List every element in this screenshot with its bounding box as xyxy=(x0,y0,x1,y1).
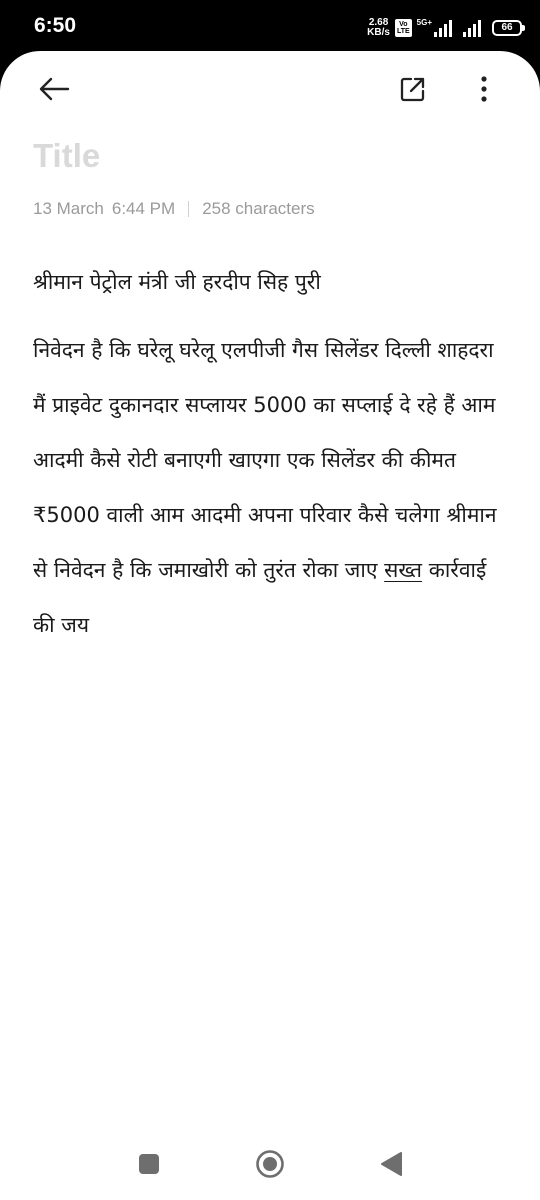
network-speed: 2.68 KB/s xyxy=(367,17,390,38)
triangle-back-icon xyxy=(379,1151,403,1177)
system-back-button[interactable] xyxy=(369,1142,413,1186)
status-bar xyxy=(0,0,540,56)
character-count: 258 characters xyxy=(202,199,315,218)
more-options-button[interactable] xyxy=(460,65,508,113)
note-paragraph: निवेदन है कि घरेलू घरेलू एलपीजी गैस सिलेंडर दिल्ली शाहदरा मैं प्राइवेट दुकानदार सप्लायर 5000 का सप्लाई दे रहे हैं आम आदमी कैसे रोटी बनाएगी खाएगा एक सिलेंडर की कीमत ₹5000 वाली आम आदमी अपना परिवार कैसे चलेगा श्रीमान से निवेदन है कि जमाखोरी को तुरंत रोका जाए सख्त कार्रवाई की जय xyxy=(33,338,497,637)
battery-icon xyxy=(492,20,522,36)
home-button[interactable] xyxy=(248,1142,292,1186)
share-button[interactable] xyxy=(389,65,437,113)
note-meta xyxy=(33,199,315,219)
back-button[interactable] xyxy=(30,65,78,113)
note-body-editor[interactable] xyxy=(33,253,507,653)
more-vertical-icon xyxy=(479,74,489,104)
volte-icon: Vo LTE xyxy=(396,21,410,35)
navigation-bar xyxy=(0,1132,540,1200)
external-link-icon xyxy=(398,74,428,104)
note-date: 13 March xyxy=(33,199,104,218)
signal-icon: 5G+ xyxy=(417,19,452,37)
note-title-input[interactable]: Title xyxy=(33,137,101,174)
recents-button[interactable] xyxy=(127,1142,171,1186)
arrow-left-icon xyxy=(37,72,71,106)
square-icon xyxy=(138,1153,160,1175)
signal-icon xyxy=(463,19,481,37)
status-time: 6:50 xyxy=(34,14,77,37)
circle-home-icon xyxy=(255,1149,285,1179)
meta-divider xyxy=(188,201,189,217)
note-line: श्रीमान पेट्रोल मंत्री जी हरदीप सिह पुरी xyxy=(33,270,321,294)
battery-level: 66 xyxy=(501,22,513,33)
note-time: 6:44 PM xyxy=(111,199,176,218)
note-editor xyxy=(0,51,540,1200)
underlined-word: सख्त xyxy=(384,558,423,582)
status-icons xyxy=(367,14,522,42)
